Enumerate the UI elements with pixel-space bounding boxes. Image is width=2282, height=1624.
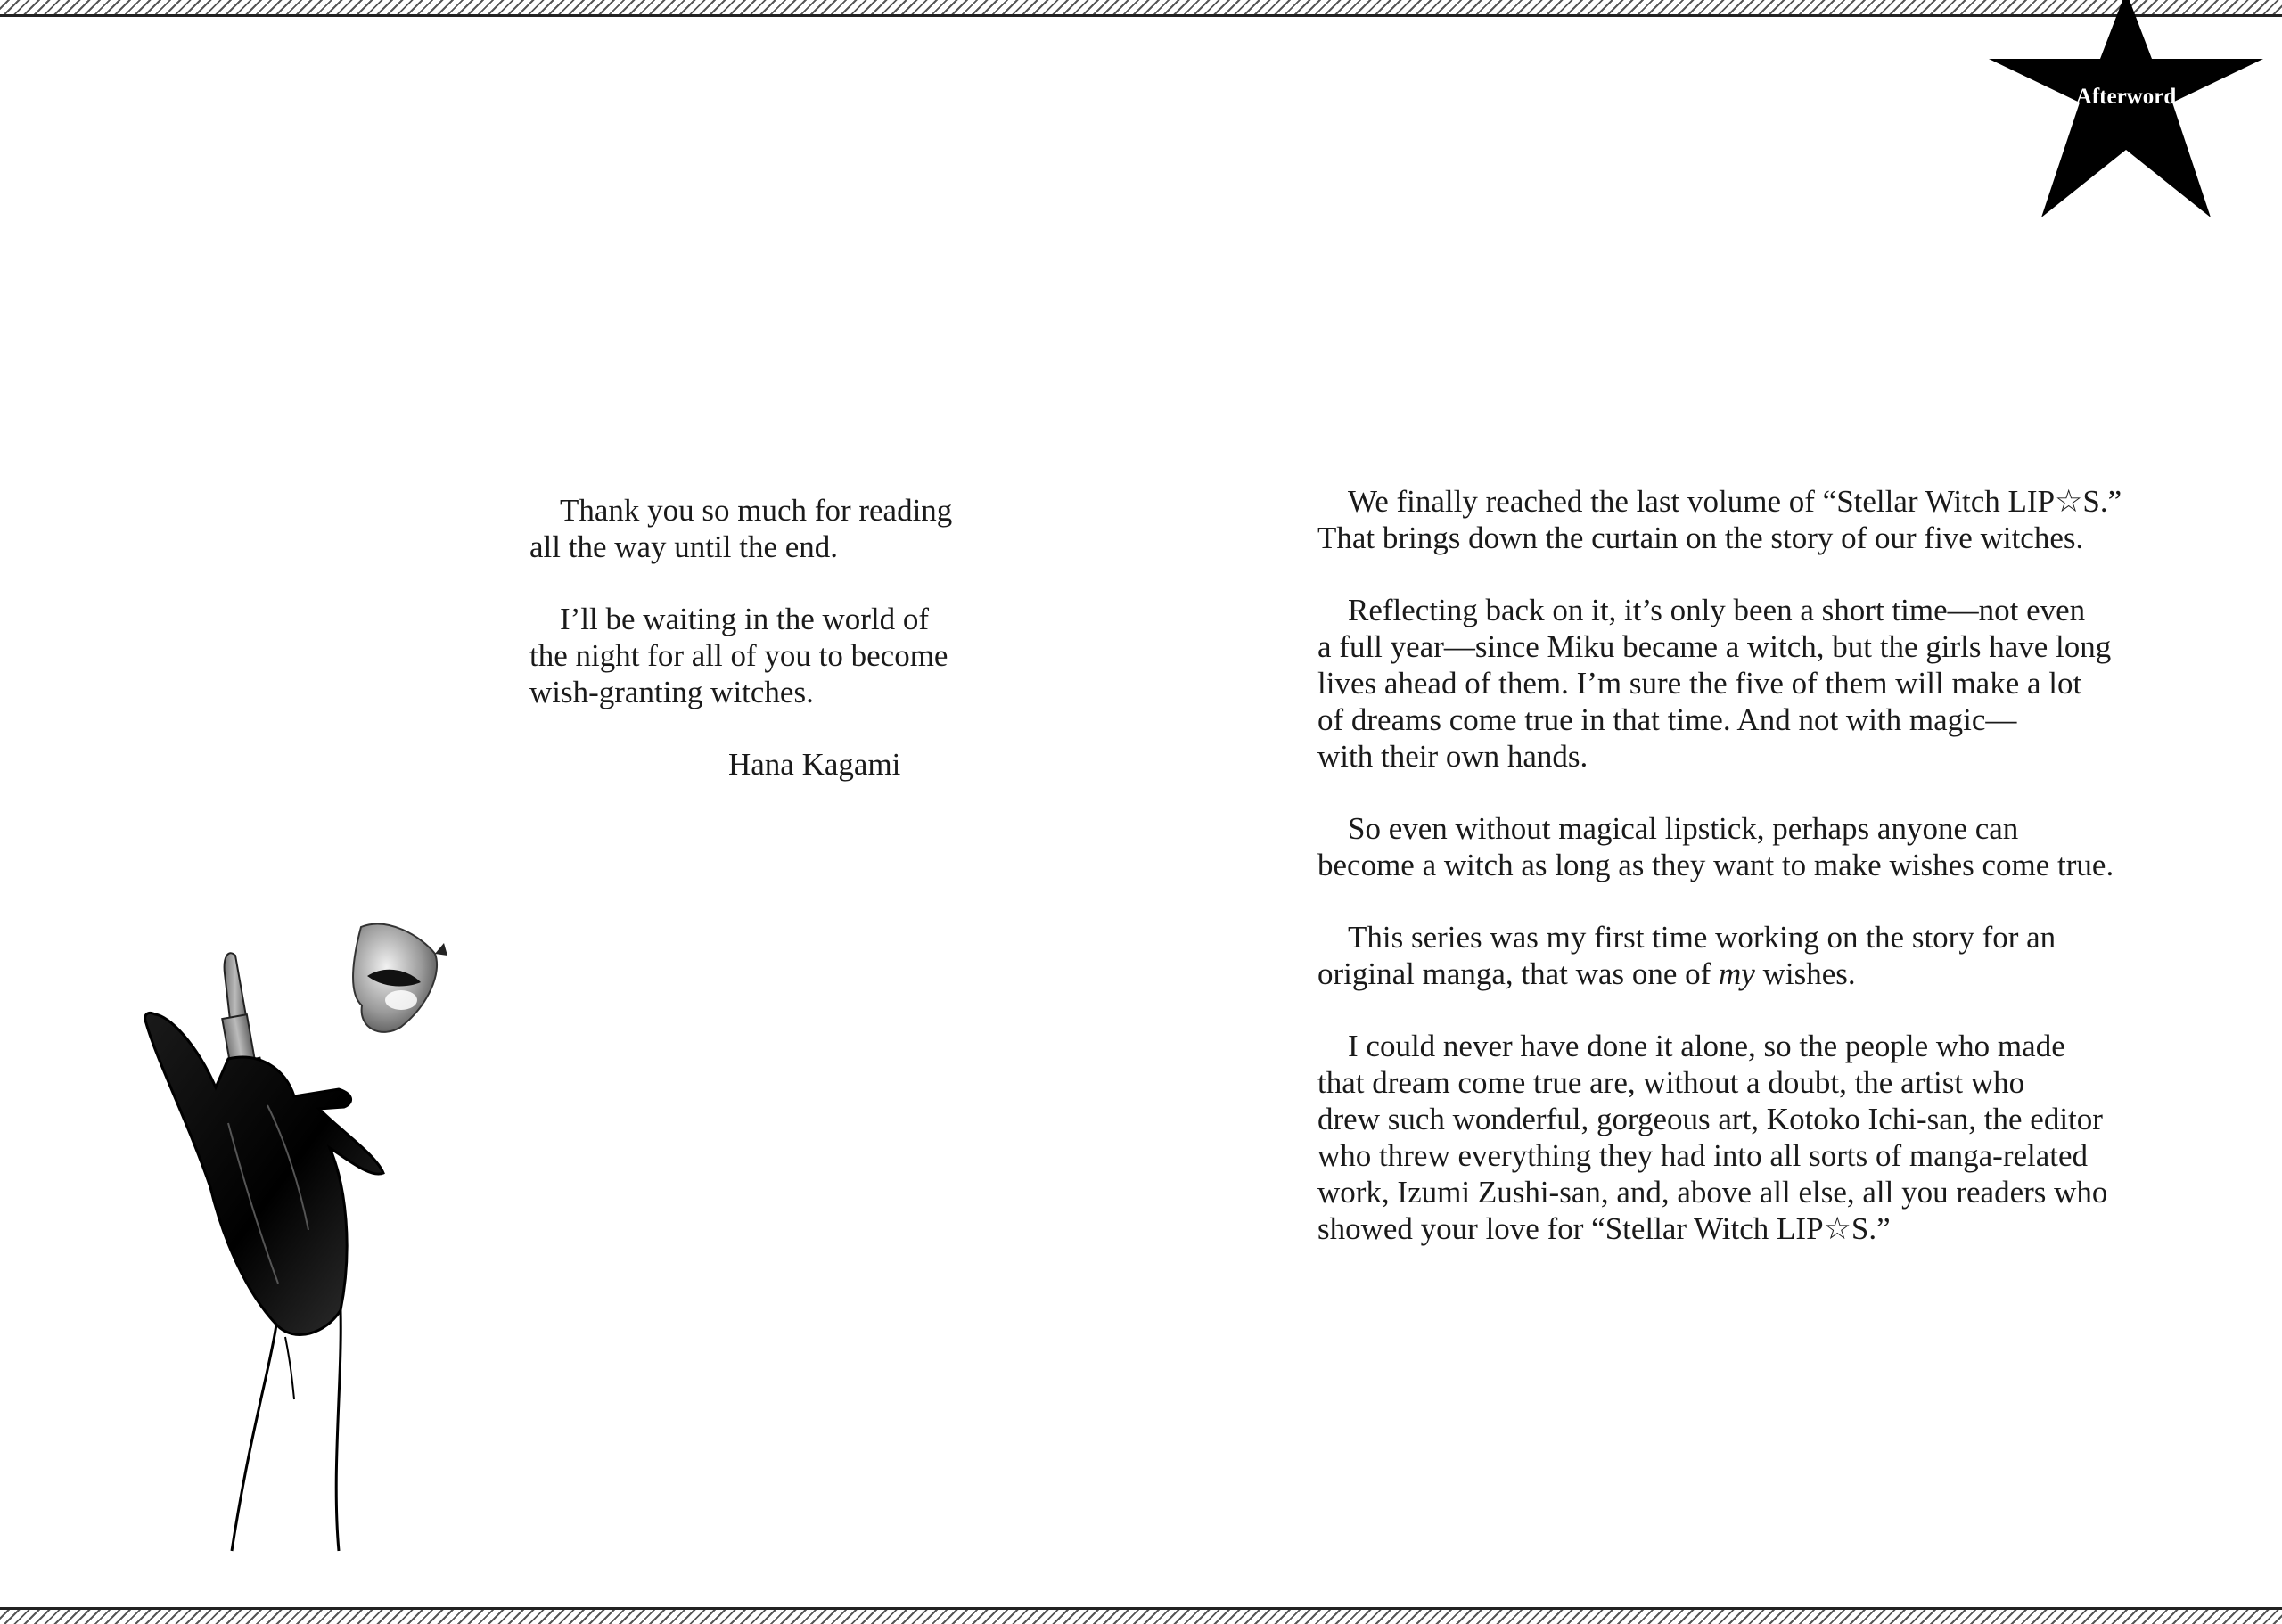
right-paragraph-5 xyxy=(1317,1028,2209,1247)
text-line: I’ll be waiting in the world of xyxy=(560,602,930,636)
text-line: This series was my first time working on the story for an xyxy=(1348,920,2056,955)
text-line: that dream come true are, without a doubt, the artist who xyxy=(1317,1065,2025,1100)
lips-icon xyxy=(353,924,447,1032)
text-line: all the way until the end. xyxy=(529,529,839,564)
text-line: That brings down the curtain on the story of our five witches. xyxy=(1317,521,2084,555)
text-line: showed your love for “Stellar Witch LIP☆S.” xyxy=(1317,1211,1891,1246)
star-icon xyxy=(1988,0,2264,223)
afterword-label: Afterword xyxy=(2075,85,2177,109)
text-line: become a witch as long as they want to make wishes come true. xyxy=(1317,848,2114,882)
text-line: So even without magical lipstick, perhaps anyone can xyxy=(1348,811,2019,846)
right-paragraph-4 xyxy=(1317,919,2209,992)
text-line: a full year—since Miku became a witch, but the girls have long xyxy=(1317,629,2112,664)
afterword-body-right xyxy=(1317,483,2209,1283)
hand-lipstick-illustration xyxy=(143,918,499,1560)
text-line: work, Izumi Zushi-san, and, above all else, all you readers who xyxy=(1317,1175,2108,1210)
left-paragraph-1 xyxy=(529,492,1029,565)
text-line: Thank you so much for reading xyxy=(560,493,953,528)
text-line: the night for all of you to become xyxy=(529,638,948,673)
author-note-left xyxy=(529,492,1029,783)
left-paragraph-2 xyxy=(529,601,1029,710)
right-paragraph-3 xyxy=(1317,810,2209,883)
text-line: of dreams come true in that time. And not with magic— xyxy=(1317,702,2017,737)
text-line: drew such wonderful, gorgeous art, Kotoko Ichi-san, the editor xyxy=(1317,1102,2103,1136)
text-fragment: original manga, that was one of xyxy=(1317,956,1720,991)
right-paragraph-2 xyxy=(1317,592,2209,775)
right-paragraph-1 xyxy=(1317,483,2209,556)
author-signature: Hana Kagami xyxy=(728,747,901,782)
top-border-strip xyxy=(0,0,2282,17)
text-line: who threw everything they had into all sorts of manga-related xyxy=(1317,1138,2089,1173)
text-line-with-emphasis xyxy=(1317,956,2209,992)
text-line: wish-granting witches. xyxy=(529,675,814,709)
gloved-hand-icon xyxy=(145,1013,383,1551)
text-line: lives ahead of them. I’m sure the five of them will make a lot xyxy=(1317,666,2082,701)
text-line: Reflecting back on it, it’s only been a short time—not even xyxy=(1348,593,2086,627)
afterword-star-badge xyxy=(1988,0,2264,223)
text-line: with their own hands. xyxy=(1317,739,1588,774)
text-line: We finally reached the last volume of “Stellar Witch LIP☆S.” xyxy=(1348,484,2122,519)
bottom-border-strip xyxy=(0,1607,2282,1624)
emphasis-word: my xyxy=(1719,956,1755,991)
text-line: I could never have done it alone, so the people who made xyxy=(1348,1029,2065,1063)
text-fragment: wishes. xyxy=(1754,956,1856,991)
